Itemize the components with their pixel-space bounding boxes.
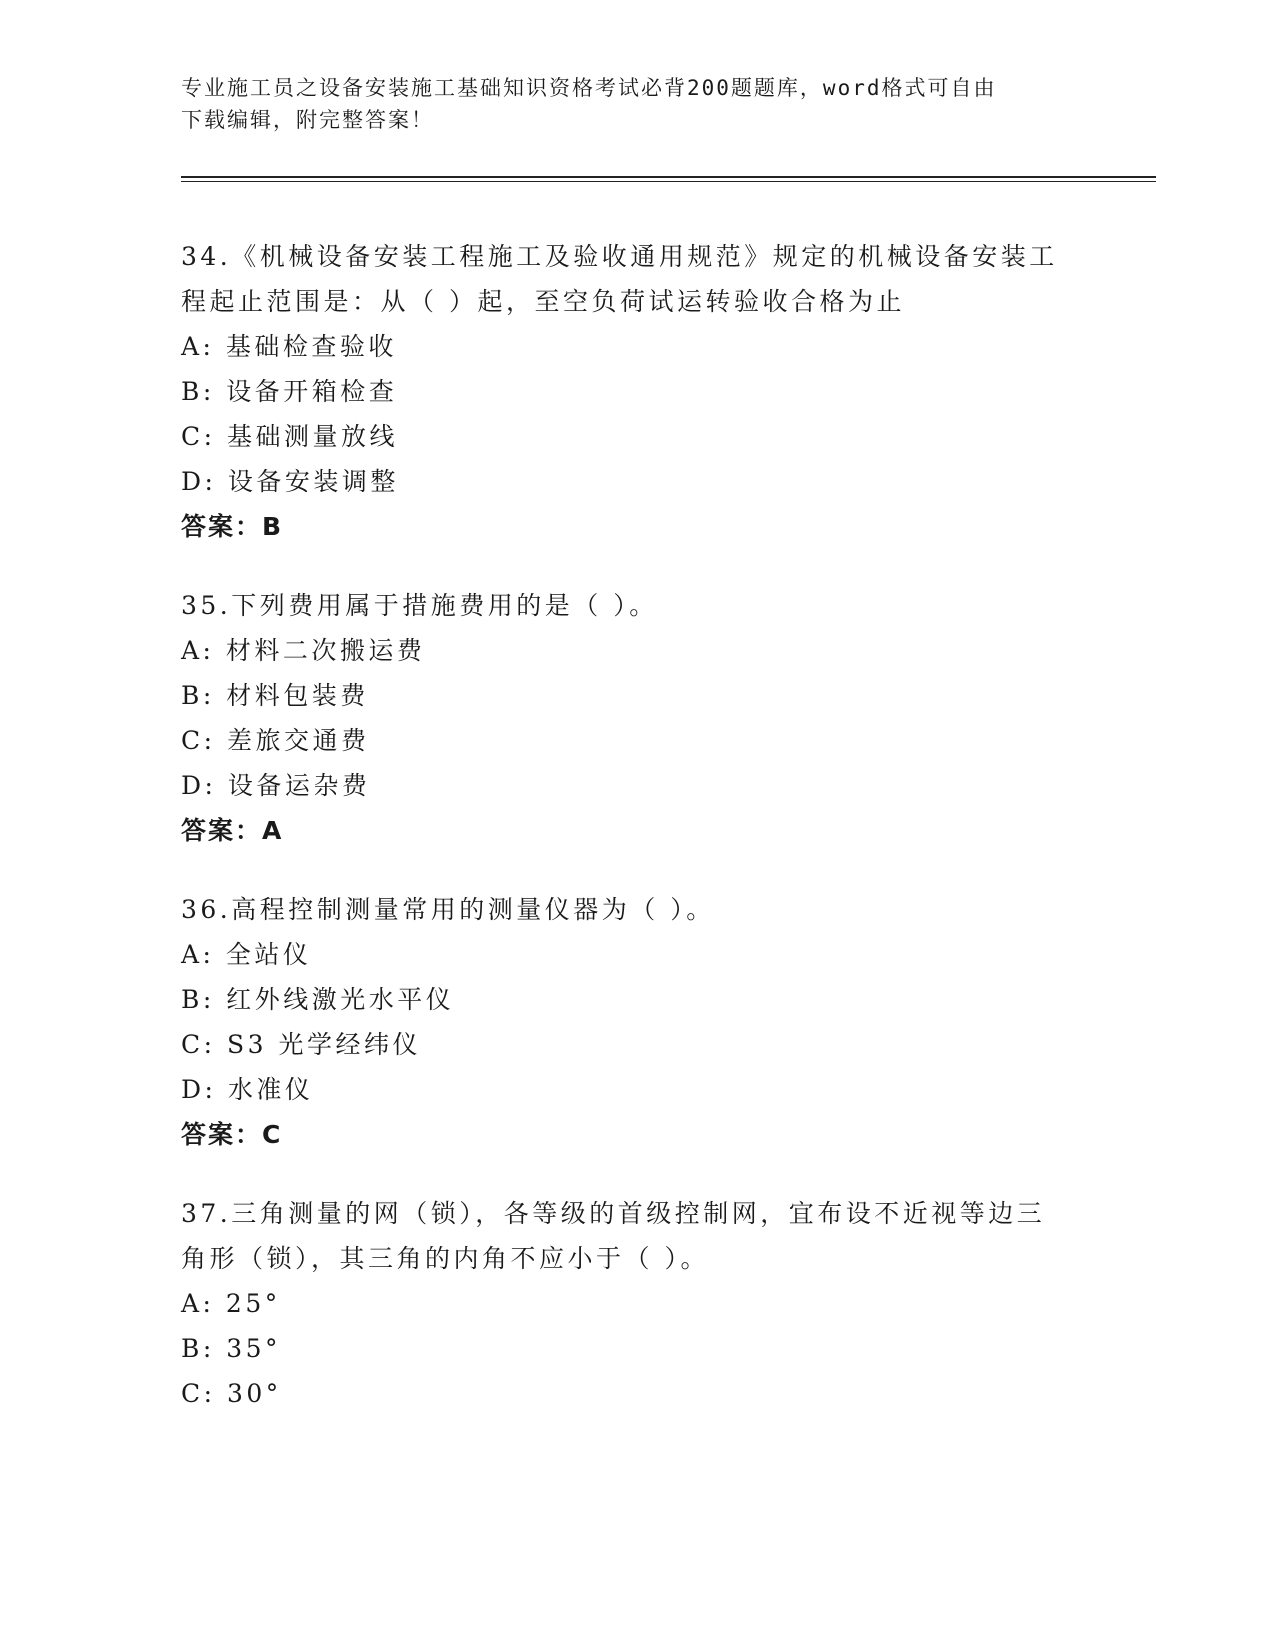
option-c: C: S3 光学经纬仪 <box>181 1030 421 1059</box>
question-text: 34.《机械设备安装工程施工及验收通用规范》规定的机械设备安装工 <box>181 242 1058 271</box>
option-b: B: 35° <box>181 1334 282 1363</box>
option-a: A: 材料二次搬运费 <box>181 636 426 665</box>
option-c: C: 差旅交通费 <box>181 726 370 755</box>
option-b: B: 材料包装费 <box>181 681 369 710</box>
question-text-continued: 程起止范围是：从（ ）起，至空负荷试运转验收合格为止 <box>181 287 905 316</box>
option-c: C: 30° <box>181 1379 282 1408</box>
option-a: A: 基础检查验收 <box>181 332 397 361</box>
header-line-2: 下载编辑，附完整答案！ <box>181 108 434 132</box>
answer-label: 答案：C <box>181 1120 283 1149</box>
option-a: A: 25° <box>181 1289 281 1318</box>
question-text: 36.高程控制测量常用的测量仪器为（ ）。 <box>181 895 715 924</box>
question-text: 37.三角测量的网（锁），各等级的首级控制网，宜布设不近视等边三 <box>181 1199 1046 1228</box>
answer-label: 答案：A <box>181 816 284 845</box>
question-34 <box>181 234 1081 549</box>
option-c: C: 基础测量放线 <box>181 422 398 451</box>
option-d: D: 设备运杂费 <box>181 771 371 800</box>
option-d: D: 水准仪 <box>181 1075 314 1104</box>
header-rule-thin <box>181 181 1156 182</box>
header-rule-thick <box>181 176 1156 178</box>
question-list <box>181 234 1081 1450</box>
question-36 <box>181 887 1081 1157</box>
header-line-1: 专业施工员之设备安装施工基础知识资格考试必背200题题库，word格式可自由 <box>181 76 997 100</box>
option-d: D: 设备安装调整 <box>181 467 399 496</box>
question-37 <box>181 1191 1081 1416</box>
option-b: B: 红外线激光水平仪 <box>181 985 455 1014</box>
question-text: 35.下列费用属于措施费用的是（ ）。 <box>181 591 658 620</box>
answer-label: 答案：B <box>181 512 284 541</box>
question-text-continued: 角形（锁），其三角的内角不应小于（ ）。 <box>181 1244 709 1273</box>
option-a: A: 全站仪 <box>181 940 312 969</box>
question-35 <box>181 583 1081 853</box>
document-header <box>181 72 1061 136</box>
option-b: B: 设备开箱检查 <box>181 377 398 406</box>
